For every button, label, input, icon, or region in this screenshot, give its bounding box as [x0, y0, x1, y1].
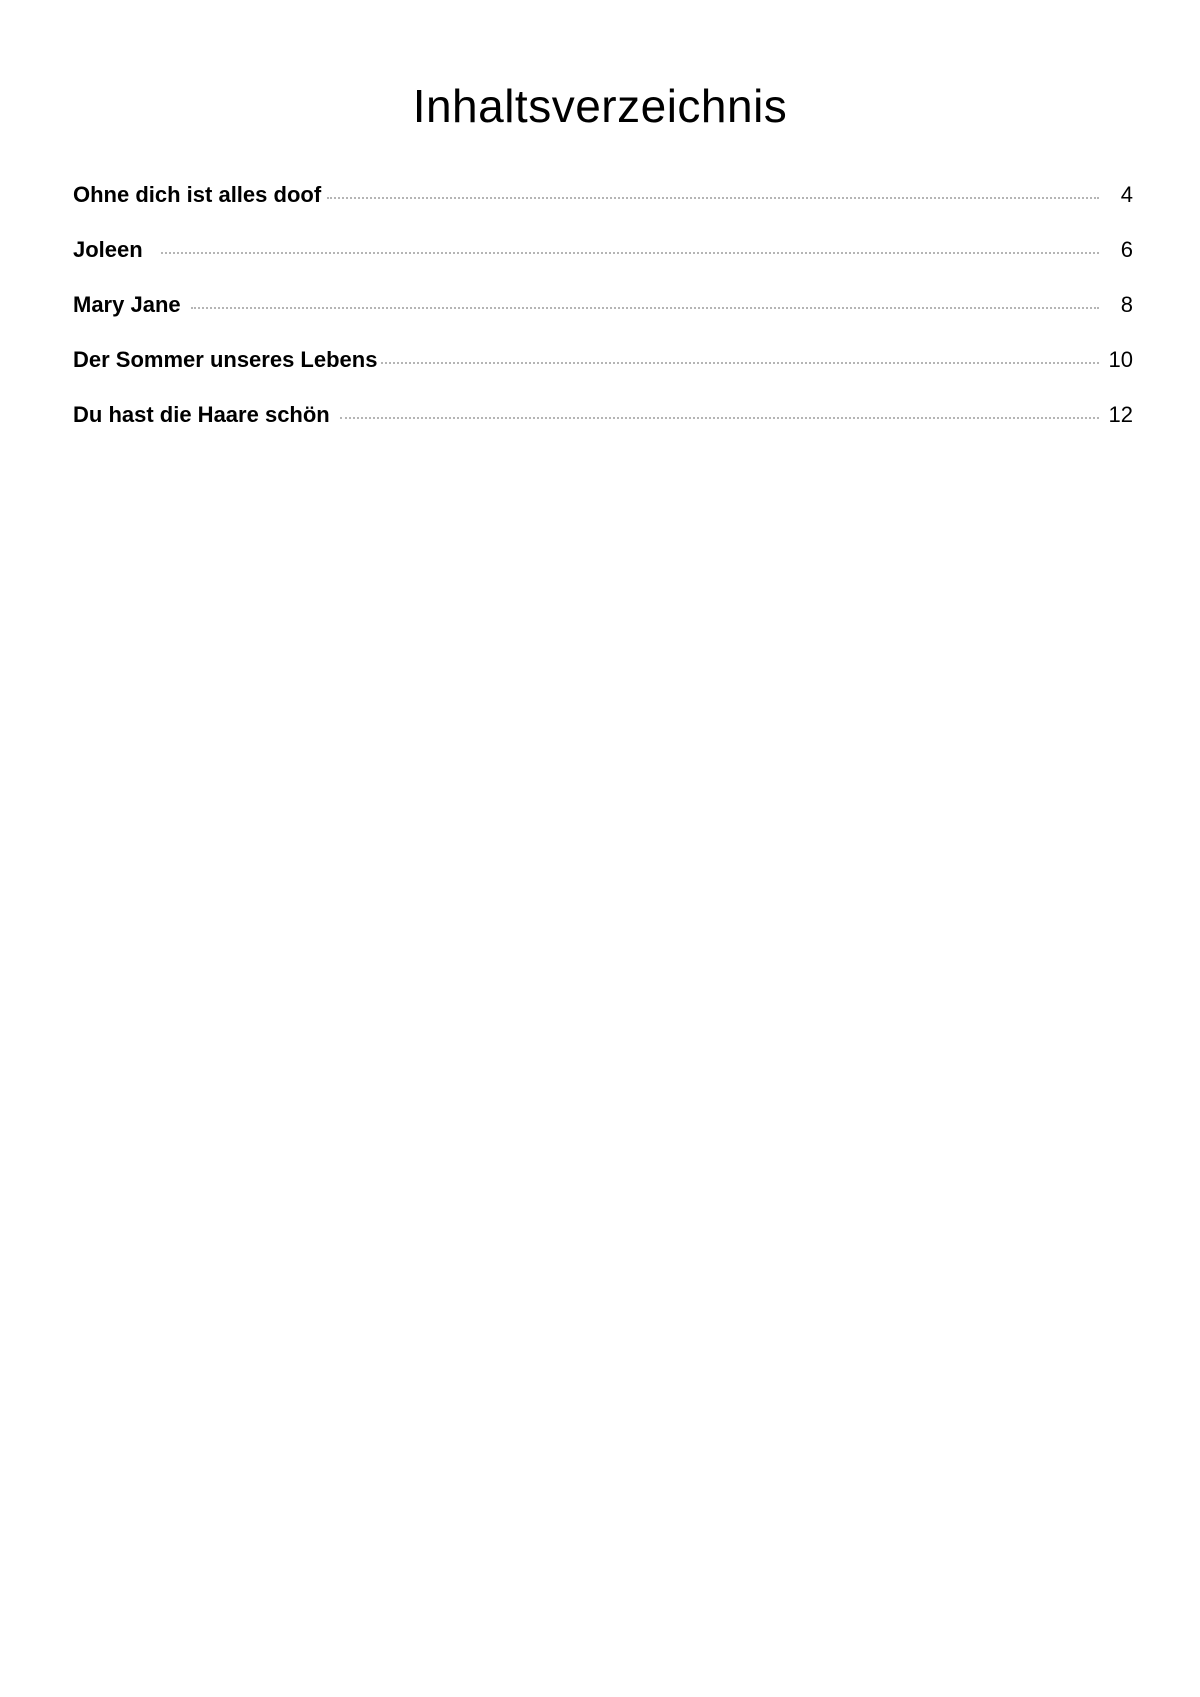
- toc-entry-title: Mary Jane: [73, 292, 181, 317]
- toc-entry[interactable]: [73, 235, 1133, 290]
- page-title: Inhaltsverzeichnis: [412, 80, 788, 132]
- toc-entry-title: Ohne dich ist alles doof: [73, 182, 322, 207]
- toc-entry[interactable]: [73, 180, 1133, 235]
- toc-dot-leader: [161, 252, 1099, 254]
- toc-dot-leader: [340, 417, 1099, 419]
- toc-page-number: 6: [1120, 237, 1133, 262]
- toc-page-number: 12: [1108, 402, 1133, 427]
- toc-page-number: 8: [1120, 292, 1133, 317]
- toc-entry-title: Du hast die Haare schön: [73, 402, 330, 427]
- toc-entry-title: Der Sommer unseres Lebens: [73, 347, 378, 372]
- toc-dot-leader: [327, 197, 1099, 199]
- toc-page-number: 10: [1108, 347, 1133, 372]
- toc-entry[interactable]: [73, 345, 1133, 400]
- toc-dot-leader: [381, 362, 1099, 364]
- toc-entry[interactable]: [73, 400, 1133, 455]
- toc-dot-leader: [191, 307, 1099, 309]
- toc-page-number: 4: [1120, 182, 1133, 207]
- toc-entry-title: Joleen: [73, 237, 143, 262]
- table-of-contents: [73, 180, 1133, 455]
- toc-entry[interactable]: [73, 290, 1133, 345]
